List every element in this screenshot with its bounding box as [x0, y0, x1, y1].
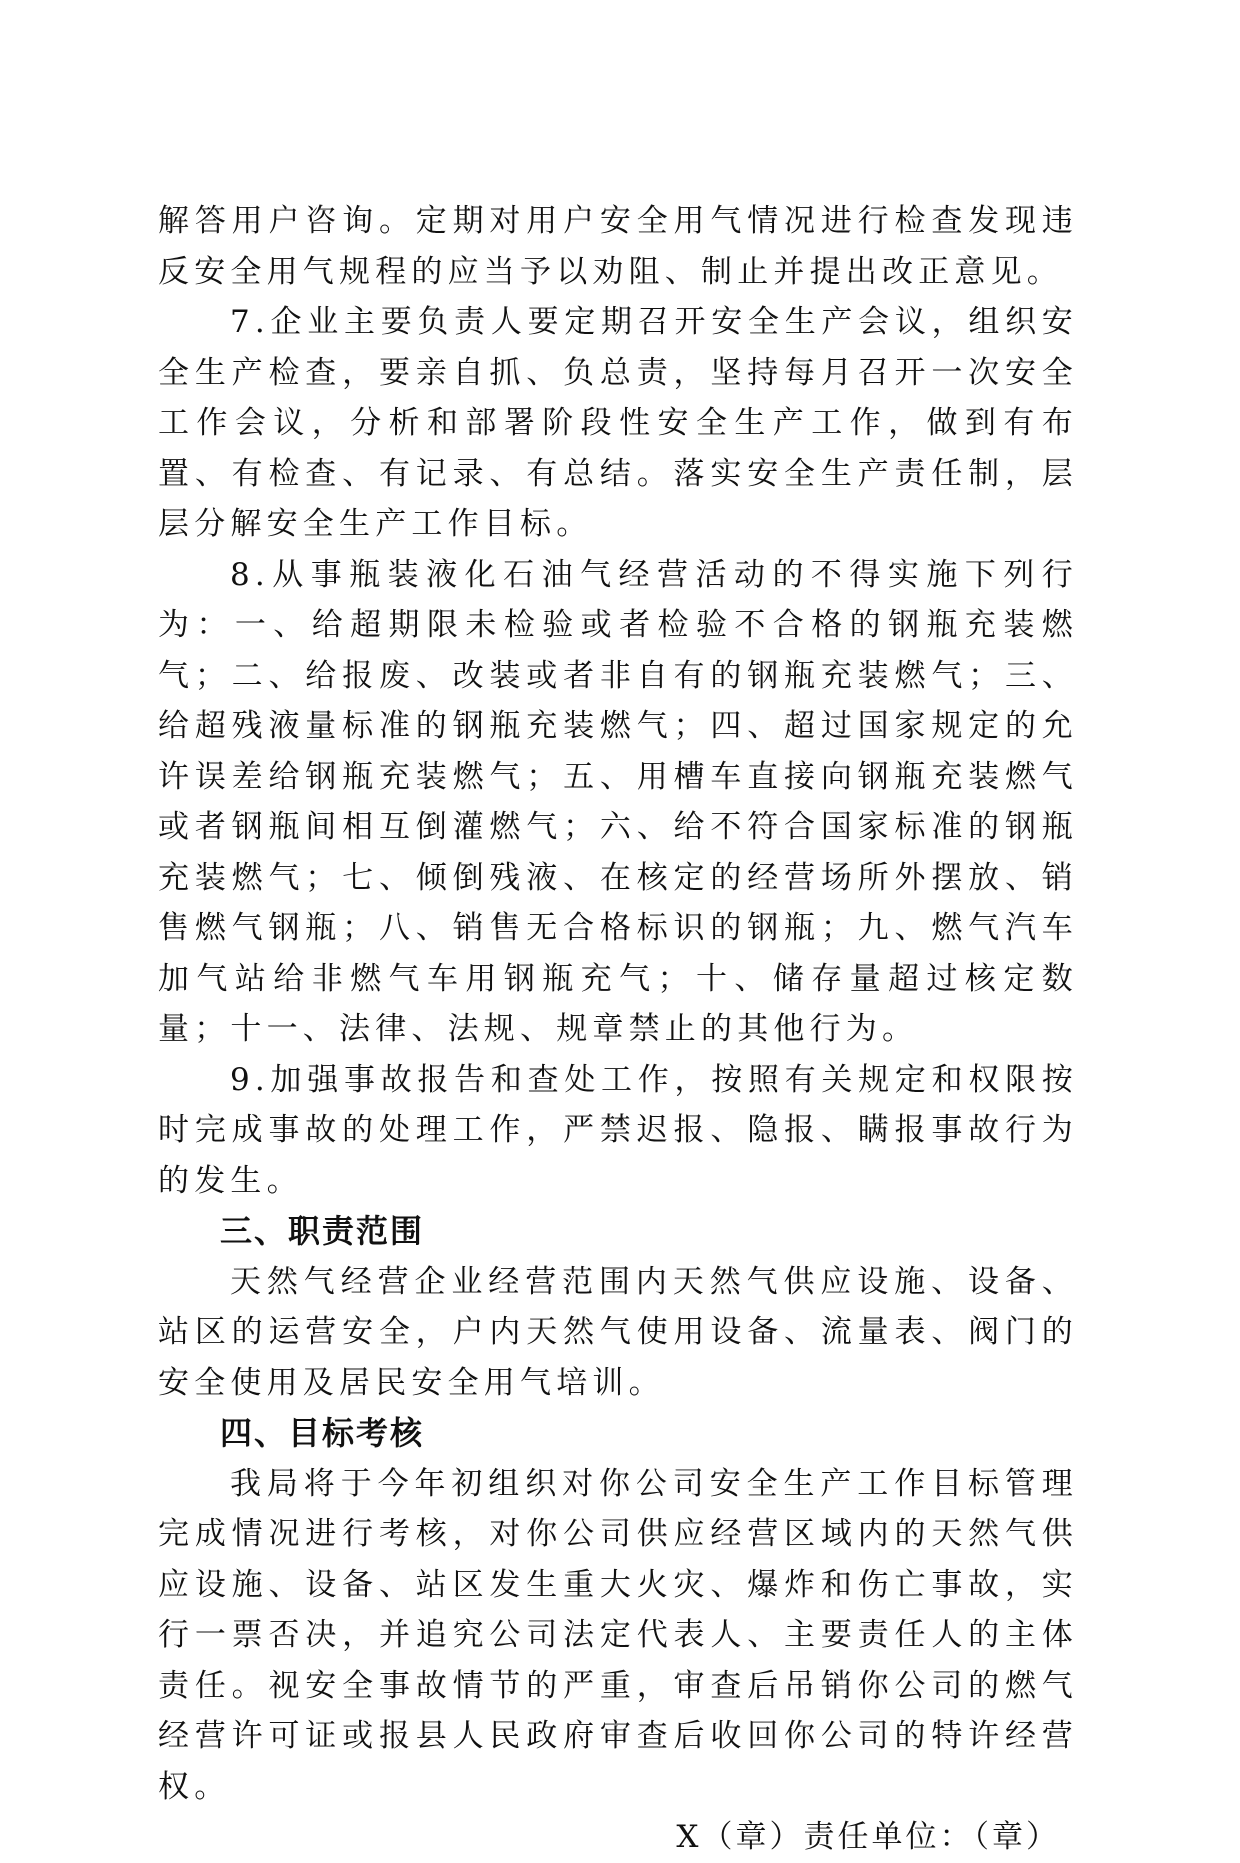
- paragraph-item-7: 7.企业主要负责人要定期召开安全生产会议，组织安全生产检查，要亲自抓、负总责，坚持每月召开一次安全工作会议，分析和部署阶段性安全生产工作，做到有布置、有检查、有记录、有总结。落实安全生产责任制，层层分解安全生产工作目标。: [158, 304, 1078, 542]
- section-heading-responsibility-scope: 三、职责范围: [220, 1212, 425, 1250]
- paragraph-responsibility-scope: 天然气经营企业经营范围内天然气供应设施、设备、站区的运营安全，户内天然气使用设备、流量表、阀门的安全使用及居民安全用气培训。: [158, 1263, 1078, 1401]
- paragraph-item-8: 8.从事瓶装液化石油气经营活动的不得实施下列行为：一、给超期限未检验或者检验不合格的钢瓶充装燃气；二、给报废、改装或者非自有的钢瓶充装燃气；三、给超残液量标准的钢瓶充装燃气；四、超过国家规定的允许误差给钢瓶充装燃气；五、用槽车直接向钢瓶充装燃气或者钢瓶间相互倒灌燃气；六、给不符合国家标准的钢瓶充装燃气；七、倾倒残液、在核定的经营场所外摆放、销售燃气钢瓶；八、销售无合格标识的钢瓶；九、燃气汽车加气站给非燃气车用钢瓶充气；十、储存量超过核定数量；十一、法律、法规、规章禁止的其他行为。: [158, 556, 1078, 1047]
- document-page: [158, 196, 1078, 1863]
- paragraph-target-assessment: 我局将于今年初组织对你公司安全生产工作目标管理完成情况进行考核，对你公司供应经营区域内的天然气供应设施、设备、站区发生重大火灾、爆炸和伤亡事故，实行一票否决，并追究公司法定代表人、主要责任人的主体责任。视安全事故情节的严重，审查后吊销你公司的燃气经营许可证或报县人民政府审查后收回你公司的特许经营权。: [158, 1465, 1078, 1805]
- paragraph-item-9: 9.加强事故报告和查处工作，按照有关规定和权限按时完成事故的处理工作，严禁迟报、隐报、瞒报事故行为的发生。: [158, 1061, 1078, 1199]
- paragraph-continuation: 解答用户咨询。定期对用户安全用气情况进行检查发现违反安全用气规程的应当予以劝阻、制止并提出改正意见。: [158, 203, 1078, 290]
- section-heading-target-assessment: 四、目标考核: [220, 1414, 425, 1452]
- signature-line: X（章）责任单位：（章）: [676, 1819, 1060, 1855]
